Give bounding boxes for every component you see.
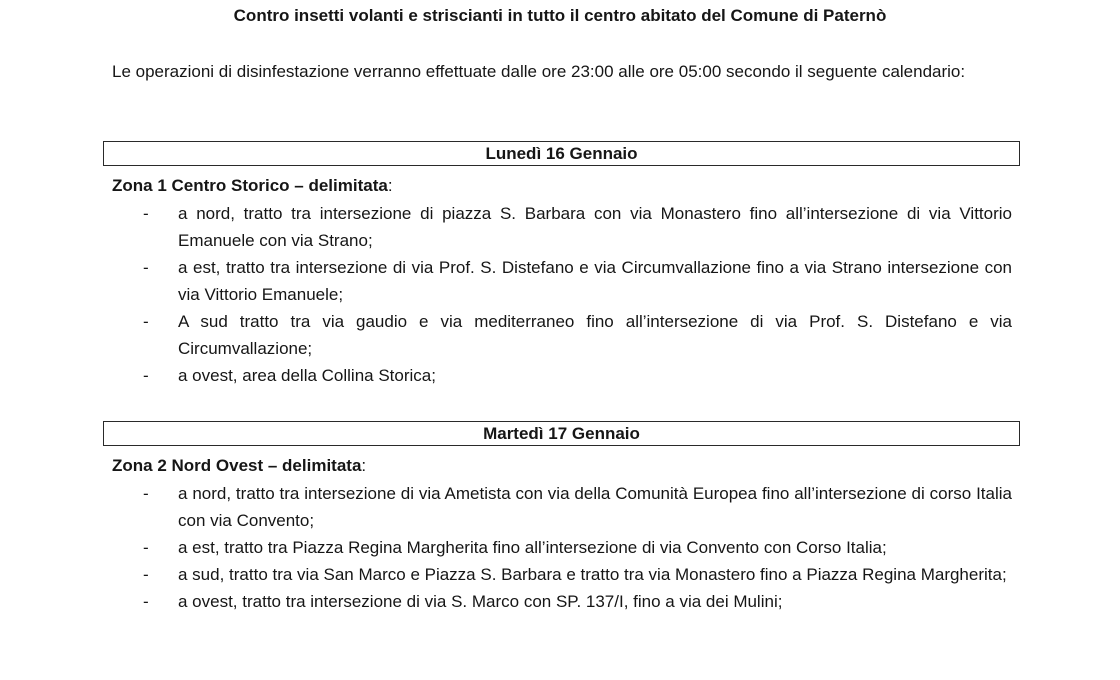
zone-name: Zona 2 Nord Ovest – delimitata [112, 456, 362, 475]
bullet-dash: - [143, 312, 149, 331]
list-item-text: a ovest, area della Collina Storica; [178, 366, 436, 385]
day-header-box-1 [103, 141, 1020, 166]
list-item-text: a ovest, tratto tra intersezione di via S. Marco con SP. 137/I, fino a via dei Mulini; [178, 592, 783, 611]
list-item-text: a est, tratto tra intersezione di via Prof. S. Distefano e via Circumvallazione fino a via Strano intersezione con via Vittorio Emanuele; [178, 258, 1012, 304]
zone-title-2 [112, 455, 366, 477]
day-header-label: Martedì 17 Gennaio [483, 424, 640, 443]
list-item-text: a est, tratto tra Piazza Regina Margherita fino all’intersezione di via Convento con Corso Italia; [178, 538, 887, 557]
bullet-dash: - [143, 204, 149, 223]
zone-1-boundary-list [0, 200, 1120, 389]
list-item [0, 362, 1120, 389]
list-item [0, 480, 1120, 534]
bullet-dash: - [143, 366, 149, 385]
zone-suffix: : [387, 176, 393, 195]
list-item [0, 588, 1120, 615]
intro-paragraph: Le operazioni di disinfestazione verranno effettuate dalle ore 23:00 alle ore 05:00 secondo il seguente calendario: [112, 62, 966, 81]
zone-2-boundary-list [0, 480, 1120, 615]
list-item [0, 200, 1120, 254]
list-item-text: a nord, tratto tra intersezione di piazza S. Barbara con via Monastero fino all’intersezione di via Vittorio Emanuele con via Strano; [178, 204, 1012, 250]
list-item [0, 254, 1120, 308]
list-item [0, 308, 1120, 362]
bullet-dash: - [143, 258, 149, 277]
list-item [0, 561, 1120, 588]
list-item [0, 534, 1120, 561]
document-heading: Contro insetti volanti e striscianti in tutto il centro abitato del Comune di Paternò [233, 6, 887, 25]
zone-suffix: : [361, 456, 367, 475]
zone-name: Zona 1 Centro Storico – delimitata [112, 176, 388, 195]
list-item-text: a sud, tratto tra via San Marco e Piazza S. Barbara e tratto tra via Monastero fino a Piazza Regina Margherita; [178, 565, 1007, 584]
list-item-text: a nord, tratto tra intersezione di via Ametista con via della Comunità Europea fino all’intersezione di corso Italia con via Convento; [178, 484, 1012, 530]
day-header-box-2 [103, 421, 1020, 446]
zone-title-1 [112, 175, 393, 197]
bullet-dash: - [143, 484, 149, 503]
bullet-dash: - [143, 565, 149, 584]
bullet-dash: - [143, 592, 149, 611]
bullet-dash: - [143, 538, 149, 557]
list-item-text: A sud tratto tra via gaudio e via mediterraneo fino all’intersezione di via Prof. S. Distefano e via Circumvallazione; [178, 312, 1012, 358]
day-header-label: Lunedì 16 Gennaio [485, 144, 638, 163]
